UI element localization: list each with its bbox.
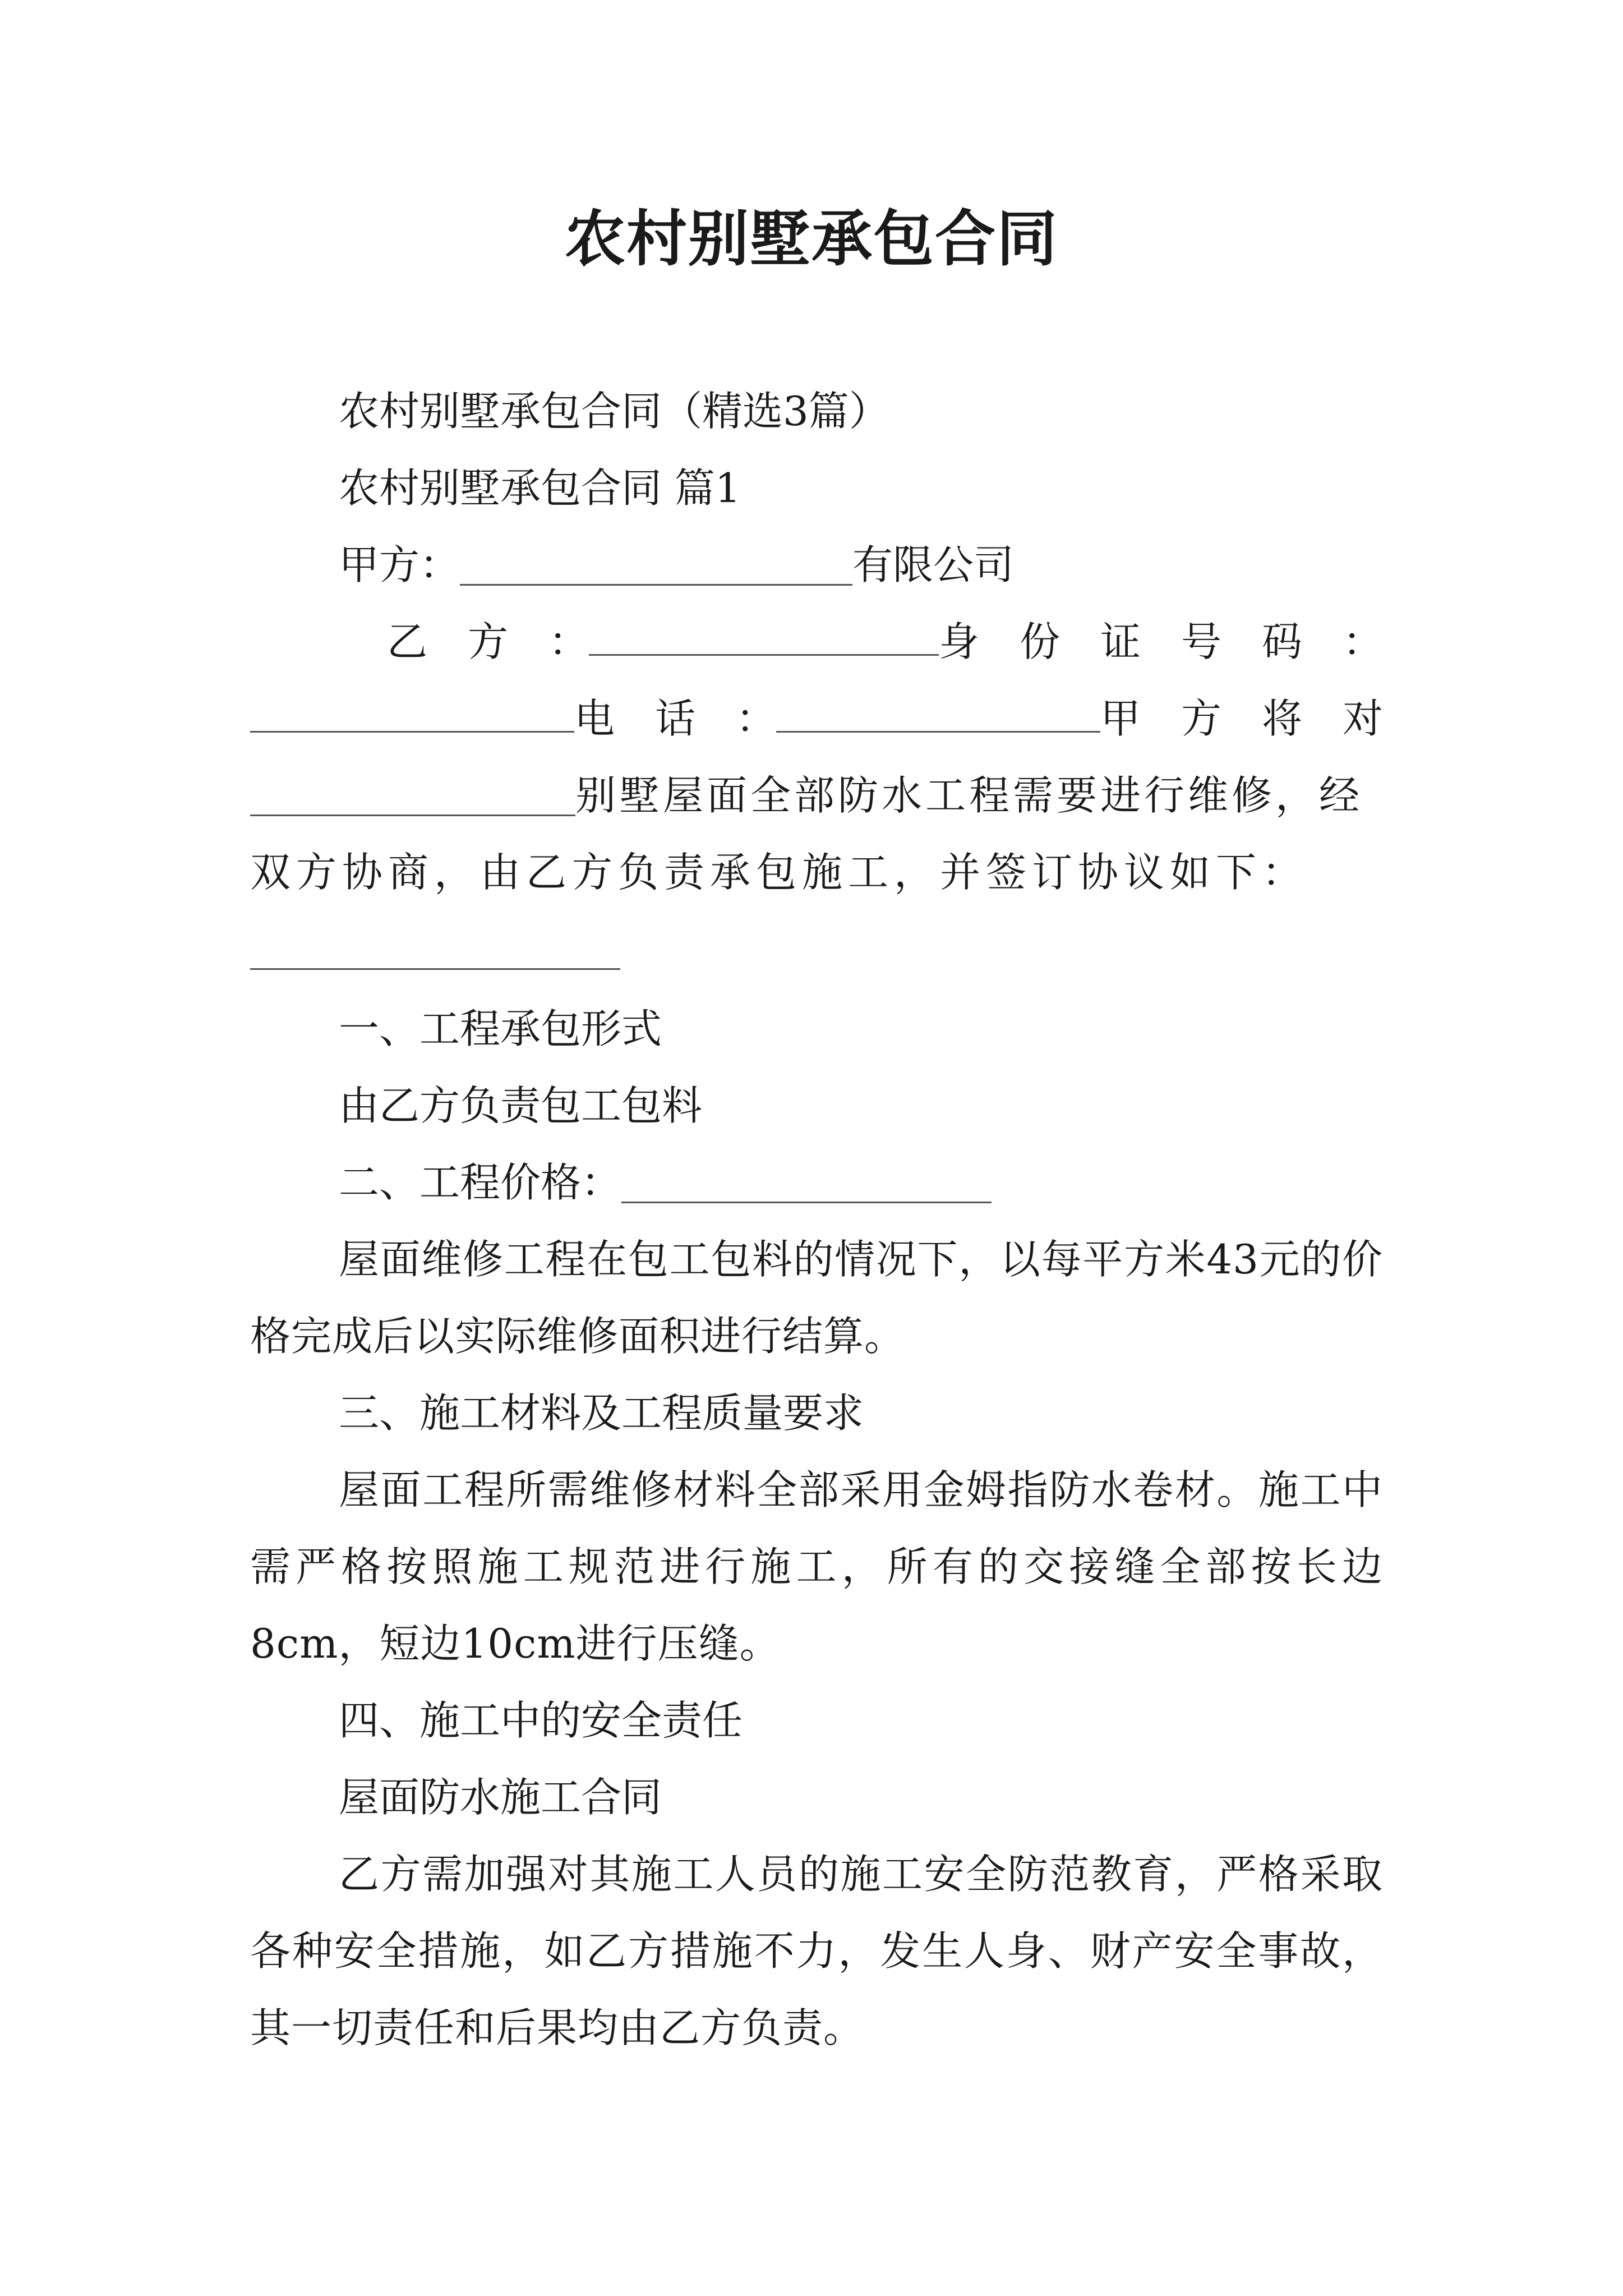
section-4-body: 乙方需加强对其施工人员的施工安全防范教育，严格采取各种安全措施，如乙方措施不力，发生人身、财产安全事故，其一切责任和后果均由乙方负责。: [250, 1851, 1383, 2051]
party-b-label: 乙 方 ：: [387, 618, 589, 665]
party-a-line: [339, 527, 1383, 604]
section-4-subheading: 屋面防水施工合同: [339, 1774, 662, 1821]
id-number-label: 身 份 证 号 码 ：: [938, 618, 1383, 665]
party-b-row: [387, 604, 1383, 680]
party-a-label: 甲方：: [339, 541, 460, 588]
phone-line: [250, 680, 1383, 757]
intro-tail: 甲 方 将 对: [1100, 695, 1383, 742]
intro-line-2: [250, 757, 1383, 834]
phone-label: 电 话 ：: [574, 695, 776, 742]
phone-blank: [776, 686, 1100, 733]
part-label: 农村别墅承包合同 篇1: [339, 464, 741, 512]
document-title: 农村别墅承包合同: [564, 204, 1058, 274]
party-b-line: [387, 604, 1383, 680]
id-number-blank: [250, 686, 574, 733]
party-b-name-blank: [589, 609, 939, 656]
section-4-heading: 四、施工中的安全责任: [339, 1697, 743, 1744]
section-3-body: 屋面工程所需维修材料全部采用金姆指防水卷材。施工中需严格按照施工规范进行施工，所有的交接缝全部按长边8cm，短边10cm进行压缝。: [250, 1466, 1383, 1667]
villa-address-blank: [250, 770, 575, 816]
section-2-heading: 二、工程价格：: [339, 1159, 622, 1206]
party-a-name-blank: [460, 539, 852, 586]
phone-row: [250, 680, 1383, 757]
signature-blank-line: [250, 911, 1383, 988]
section-1-heading: 一、工程承包形式: [339, 1005, 662, 1052]
section-2-body: 屋面维修工程在包工包料的情况下，以每平方米43元的价格完成后以实际维修面积进行结算。: [250, 1236, 1383, 1360]
signature-blank: [250, 923, 620, 970]
party-a-suffix: 有限公司: [852, 541, 1015, 588]
intro-line-3: 双方协商，由乙方负责承包施工，并签订协议如下：: [250, 849, 1308, 896]
document-subtitle: 农村别墅承包合同（精选3篇）: [339, 388, 889, 435]
section-1-body: 由乙方负责包工包料: [339, 1082, 703, 1129]
price-blank: [621, 1157, 992, 1203]
intro-line-2-text: 别墅屋面全部防水工程需要进行维修，经: [575, 772, 1363, 819]
section-3-heading: 三、施工材料及工程质量要求: [339, 1389, 864, 1437]
section-2-heading-line: [339, 1144, 1383, 1221]
